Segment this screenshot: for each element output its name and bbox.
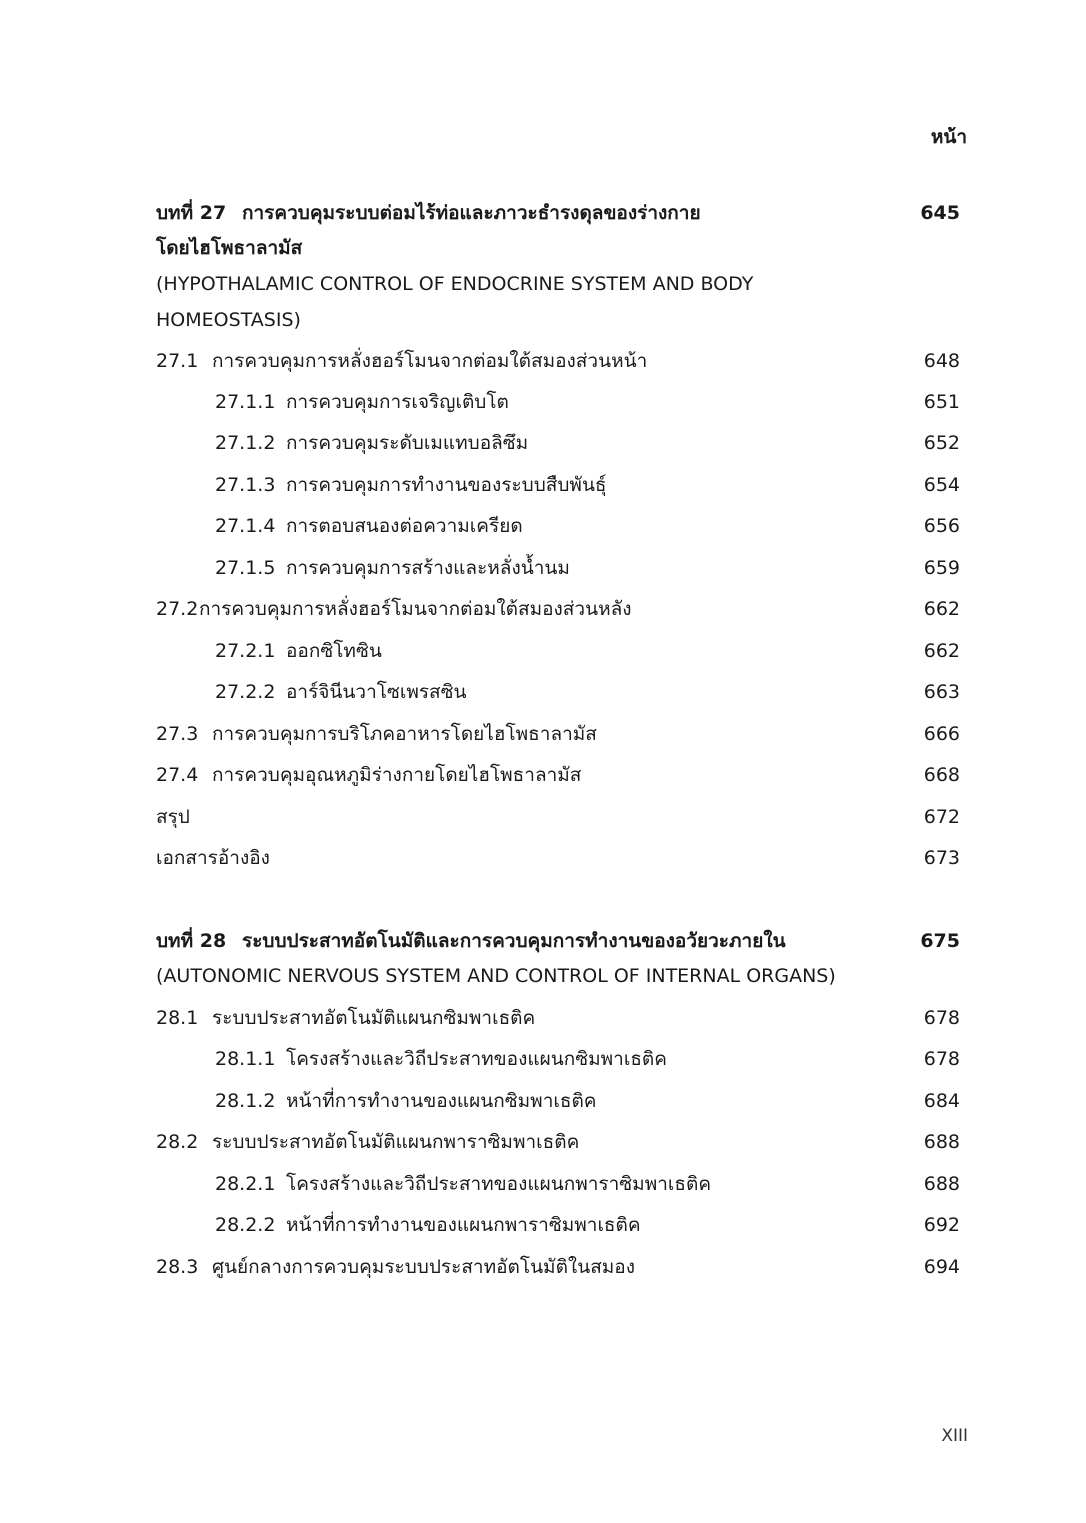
toc-entry[interactable]: 27.2.2 อาร์จินีนวาโซเพรสซิน 663	[215, 681, 960, 703]
toc-entry[interactable]: 28.1.1 โครงสร้างและวิถีประสาทของแผนกซิมพาเธติค 678	[215, 1048, 960, 1070]
page-number: XIII	[941, 1426, 968, 1446]
chapter-28-page: 675	[920, 930, 960, 952]
toc-entry[interactable]: 27.4 การควบคุมอุณหภูมิร่างกายโดยไฮโพธาลามัส 668	[156, 764, 960, 786]
chapter-27-heading	[156, 197, 960, 229]
toc-entry[interactable]: 28.2.1 โครงสร้างและวิถีประสาทของแผนกพาราซิมพาเธติค 688	[215, 1173, 960, 1195]
chapter-28-label: บทที่ 28	[156, 930, 227, 952]
toc-entry-references[interactable]: เอกสารอ้างอิง 673	[156, 847, 960, 869]
toc-entry[interactable]: 27.1.4 การตอบสนองต่อความเครียด 656	[215, 515, 960, 537]
toc-entry[interactable]: 27.1.5 การควบคุมการสร้างและหลั่งน้ำนม 659	[215, 557, 960, 579]
chapter-27-english-title: (HYPOTHALAMIC CONTROL OF ENDOCRINE SYSTEM AND BODY	[156, 273, 754, 295]
chapter-27-english-1	[156, 268, 960, 300]
chapter-28-english-title: (AUTONOMIC NERVOUS SYSTEM AND CONTROL OF INTERNAL ORGANS)	[156, 965, 836, 987]
toc-entry[interactable]: 27.2 การควบคุมการหลั่งฮอร์โมนจากต่อมใต้สมองส่วนหลัง 662	[156, 598, 960, 620]
toc-entry[interactable]: 28.2.2 หน้าที่การทำงานของแผนกพาราซิมพาเธติค 692	[215, 1214, 960, 1236]
chapter-28-title: ระบบประสาทอัตโนมัติและการควบคุมการทำงานของอวัยวะภายใน	[242, 930, 786, 952]
toc-entry[interactable]: 28.3 ศูนย์กลางการควบคุมระบบประสาทอัตโนมัติในสมอง 694	[156, 1256, 960, 1278]
chapter-27-label: บทที่ 27	[156, 202, 227, 224]
page-column-label: หน้า	[930, 126, 967, 148]
toc-entry[interactable]: 27.1.1 การควบคุมการเจริญเติบโต 651	[215, 391, 960, 413]
chapter-27-title-cont	[156, 232, 960, 264]
chapter-27-title: การควบคุมระบบต่อมไร้ท่อและภาวะธำรงดุลของร่างกาย	[242, 202, 701, 224]
chapter-27-page: 645	[920, 202, 960, 224]
chapter-27-english-2	[156, 304, 960, 336]
toc-entry-summary[interactable]: สรุป 672	[156, 806, 960, 828]
chapter-27-english-title-line2: HOMEOSTASIS)	[156, 309, 301, 331]
toc-entry[interactable]: 27.2.1 ออกซิโทซิน 662	[215, 640, 960, 662]
toc-entry[interactable]: 27.3 การควบคุมการบริโภคอาหารโดยไฮโพธาลามัส 666	[156, 723, 960, 745]
toc-entry[interactable]: 28.1 ระบบประสาทอัตโนมัติแผนกซิมพาเธติค 678	[156, 1007, 960, 1029]
chapter-28-english	[156, 960, 960, 992]
toc-entry[interactable]: 27.1.3 การควบคุมการทำงานของระบบสืบพันธุ์ 654	[215, 474, 960, 496]
toc-entry[interactable]: 27.1.2 การควบคุมระดับเมแทบอลิซึม 652	[215, 432, 960, 454]
toc-entry[interactable]: 27.1 การควบคุมการหลั่งฮอร์โมนจากต่อมใต้สมองส่วนหน้า 648	[156, 350, 960, 372]
chapter-27-title-line2: โดยไฮโพธาลามัส	[156, 237, 303, 259]
toc-entry[interactable]: 28.2 ระบบประสาทอัตโนมัติแผนกพาราซิมพาเธติค 688	[156, 1131, 960, 1153]
chapter-28-heading	[156, 925, 960, 957]
toc-entry[interactable]: 28.1.2 หน้าที่การทำงานของแผนกซิมพาเธติค 684	[215, 1090, 960, 1112]
